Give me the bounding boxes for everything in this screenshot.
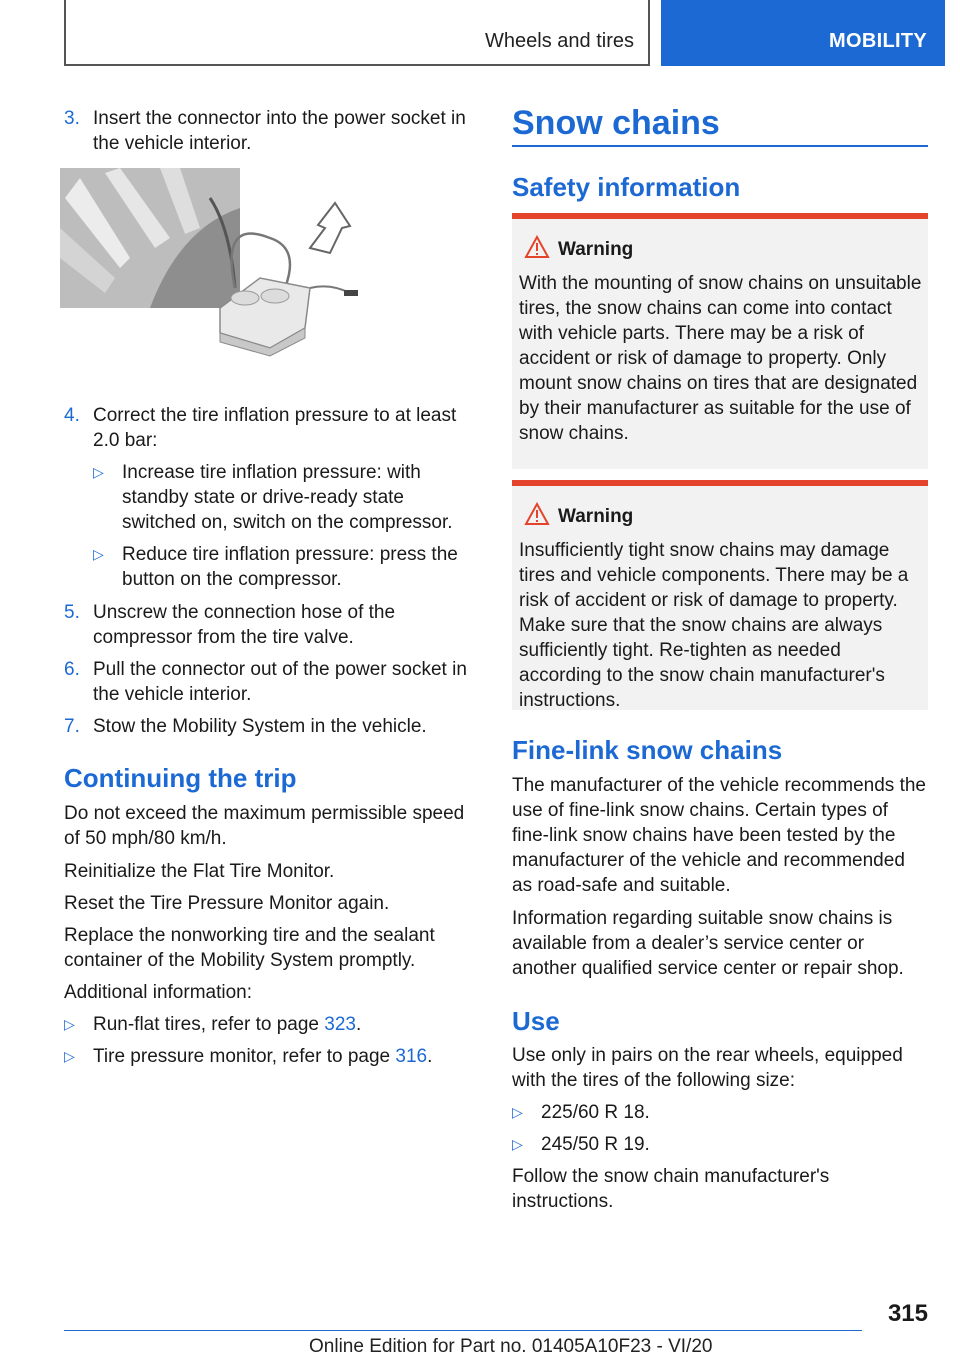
step-6 [64,657,480,707]
paragraph: Do not exceed the maximum permissible speed of 50 mph/80 km/h. [64,803,465,849]
reference-run-flat: ▷ Run-flat tires, refer to page 323. [64,1014,362,1035]
page-link-323[interactable]: 323 [324,1014,356,1035]
paragraph: Additional information: [64,982,252,1003]
paragraph: Reset the Tire Pressure Monitor again. [64,893,390,914]
paragraph: Follow the snow chain manufacturer's instructions. [512,1166,830,1212]
reference-text: Run-flat tires, refer to page [93,1014,325,1035]
bullet-marker: ▷ [93,546,104,562]
step-3 [64,106,480,156]
edition-note: Online Edition for Part no. 01405A10F23 - VI/20 [309,1336,713,1357]
header-chapter-tab [661,0,945,66]
wheel-compressor-image [60,168,360,358]
tire-size-item [512,1100,928,1125]
warning-box-2 [512,480,928,710]
bullet-marker: ▷ [64,1016,75,1032]
bullet-text: Reduce tire inflation pressure: press the button on the compressor. [122,544,458,590]
paragraph: The manufacturer of the vehicle recommends the use of fine-link snow chains. Certain types of fine-link snow chains have been tested by the manufacturer of the vehicle and recommended as road-safe and suitable. [512,775,926,896]
tire-size: 245/50 R 19. [541,1134,650,1155]
tire-size: 225/60 R 18. [541,1102,650,1123]
snow-chains-title: Snow chains [512,104,720,142]
step4-bullet-1 [93,460,480,535]
reference-tire-pressure: ▷ Tire pressure monitor, refer to page 316. [64,1046,433,1067]
header-section-tab [64,0,650,66]
step-number: 3. [64,108,80,129]
warning-title: Warning [558,506,634,527]
section-title: Wheels and tires [485,30,634,52]
warning-triangle-icon [524,235,550,259]
bullet-marker: ▷ [512,1136,523,1152]
bullet-marker: ▷ [93,464,104,480]
paragraph: Use only in pairs on the rear wheels, equipped with the tires of the following size: [512,1045,903,1091]
continuing-trip-heading: Continuing the trip [64,763,297,793]
tire-size-item [512,1132,928,1157]
safety-information-heading: Safety information [512,172,741,202]
bullet-marker: ▷ [64,1048,75,1064]
bullet-text: Increase tire inflation pressure: with standby state or drive-ready state switched on, switch on the compressor. [122,462,453,533]
warning-triangle-icon [524,502,550,526]
bullet-marker: ▷ [512,1104,523,1120]
page-number: 315 [887,1300,928,1327]
warning-box-1 [512,213,928,469]
page-link-316[interactable]: 316 [395,1046,428,1067]
step-5 [64,600,480,650]
paragraph: Reinitialize the Flat Tire Monitor. [64,861,335,882]
paragraph: Information regarding suitable snow chains is available from a dealer’s service center or another qualified service center or repair shop. [512,908,904,979]
title-rule [512,145,928,147]
reference-text: Tire pressure monitor, refer to page [93,1046,396,1067]
use-heading: Use [512,1006,560,1036]
step-7 [64,714,480,739]
step-text: Stow the Mobility System in the vehicle. [93,716,427,737]
warning-title: Warning [558,239,634,260]
compressor-illustration [60,168,360,358]
fine-link-heading: Fine-link snow chains [512,735,783,765]
footer-rule [64,1330,862,1331]
paragraph: Replace the nonworking tire and the sealant container of the Mobility System promptly. [64,925,435,971]
step-text: Insert the connector into the power socket in the vehicle interior. [93,108,466,154]
step-text: Correct the tire inflation pressure to at least 2.0 bar: [93,405,457,451]
step4-bullet-2 [93,542,480,592]
step-text: Unscrew the connection hose of the compressor from the tire valve. [93,602,396,648]
warning-body: Insufficiently tight snow chains may damage tires and vehicle components. There may be a risk of accident or risk of damage to property. Make sure that the snow chains are always sufficiently tight. Re-tighten as needed according to the snow chain manufacturer's instructions. [519,540,909,711]
warning-body: With the mounting of snow chains on unsuitable tires, the snow chains can come into contact with vehicle parts. There may be a risk of accident or risk of damage to property. Only mount snow chains on tires that are designated by their manufacturer as suitable for the use of snow chains. [519,273,922,444]
step-number: 7. [64,716,80,737]
step-number: 6. [64,659,80,680]
step-number: 5. [64,602,80,623]
step-number: 4. [64,405,80,426]
step-4 [64,403,480,453]
chapter-title: MOBILITY [829,30,927,52]
step-text: Pull the connector out of the power socket in the vehicle interior. [93,659,467,705]
